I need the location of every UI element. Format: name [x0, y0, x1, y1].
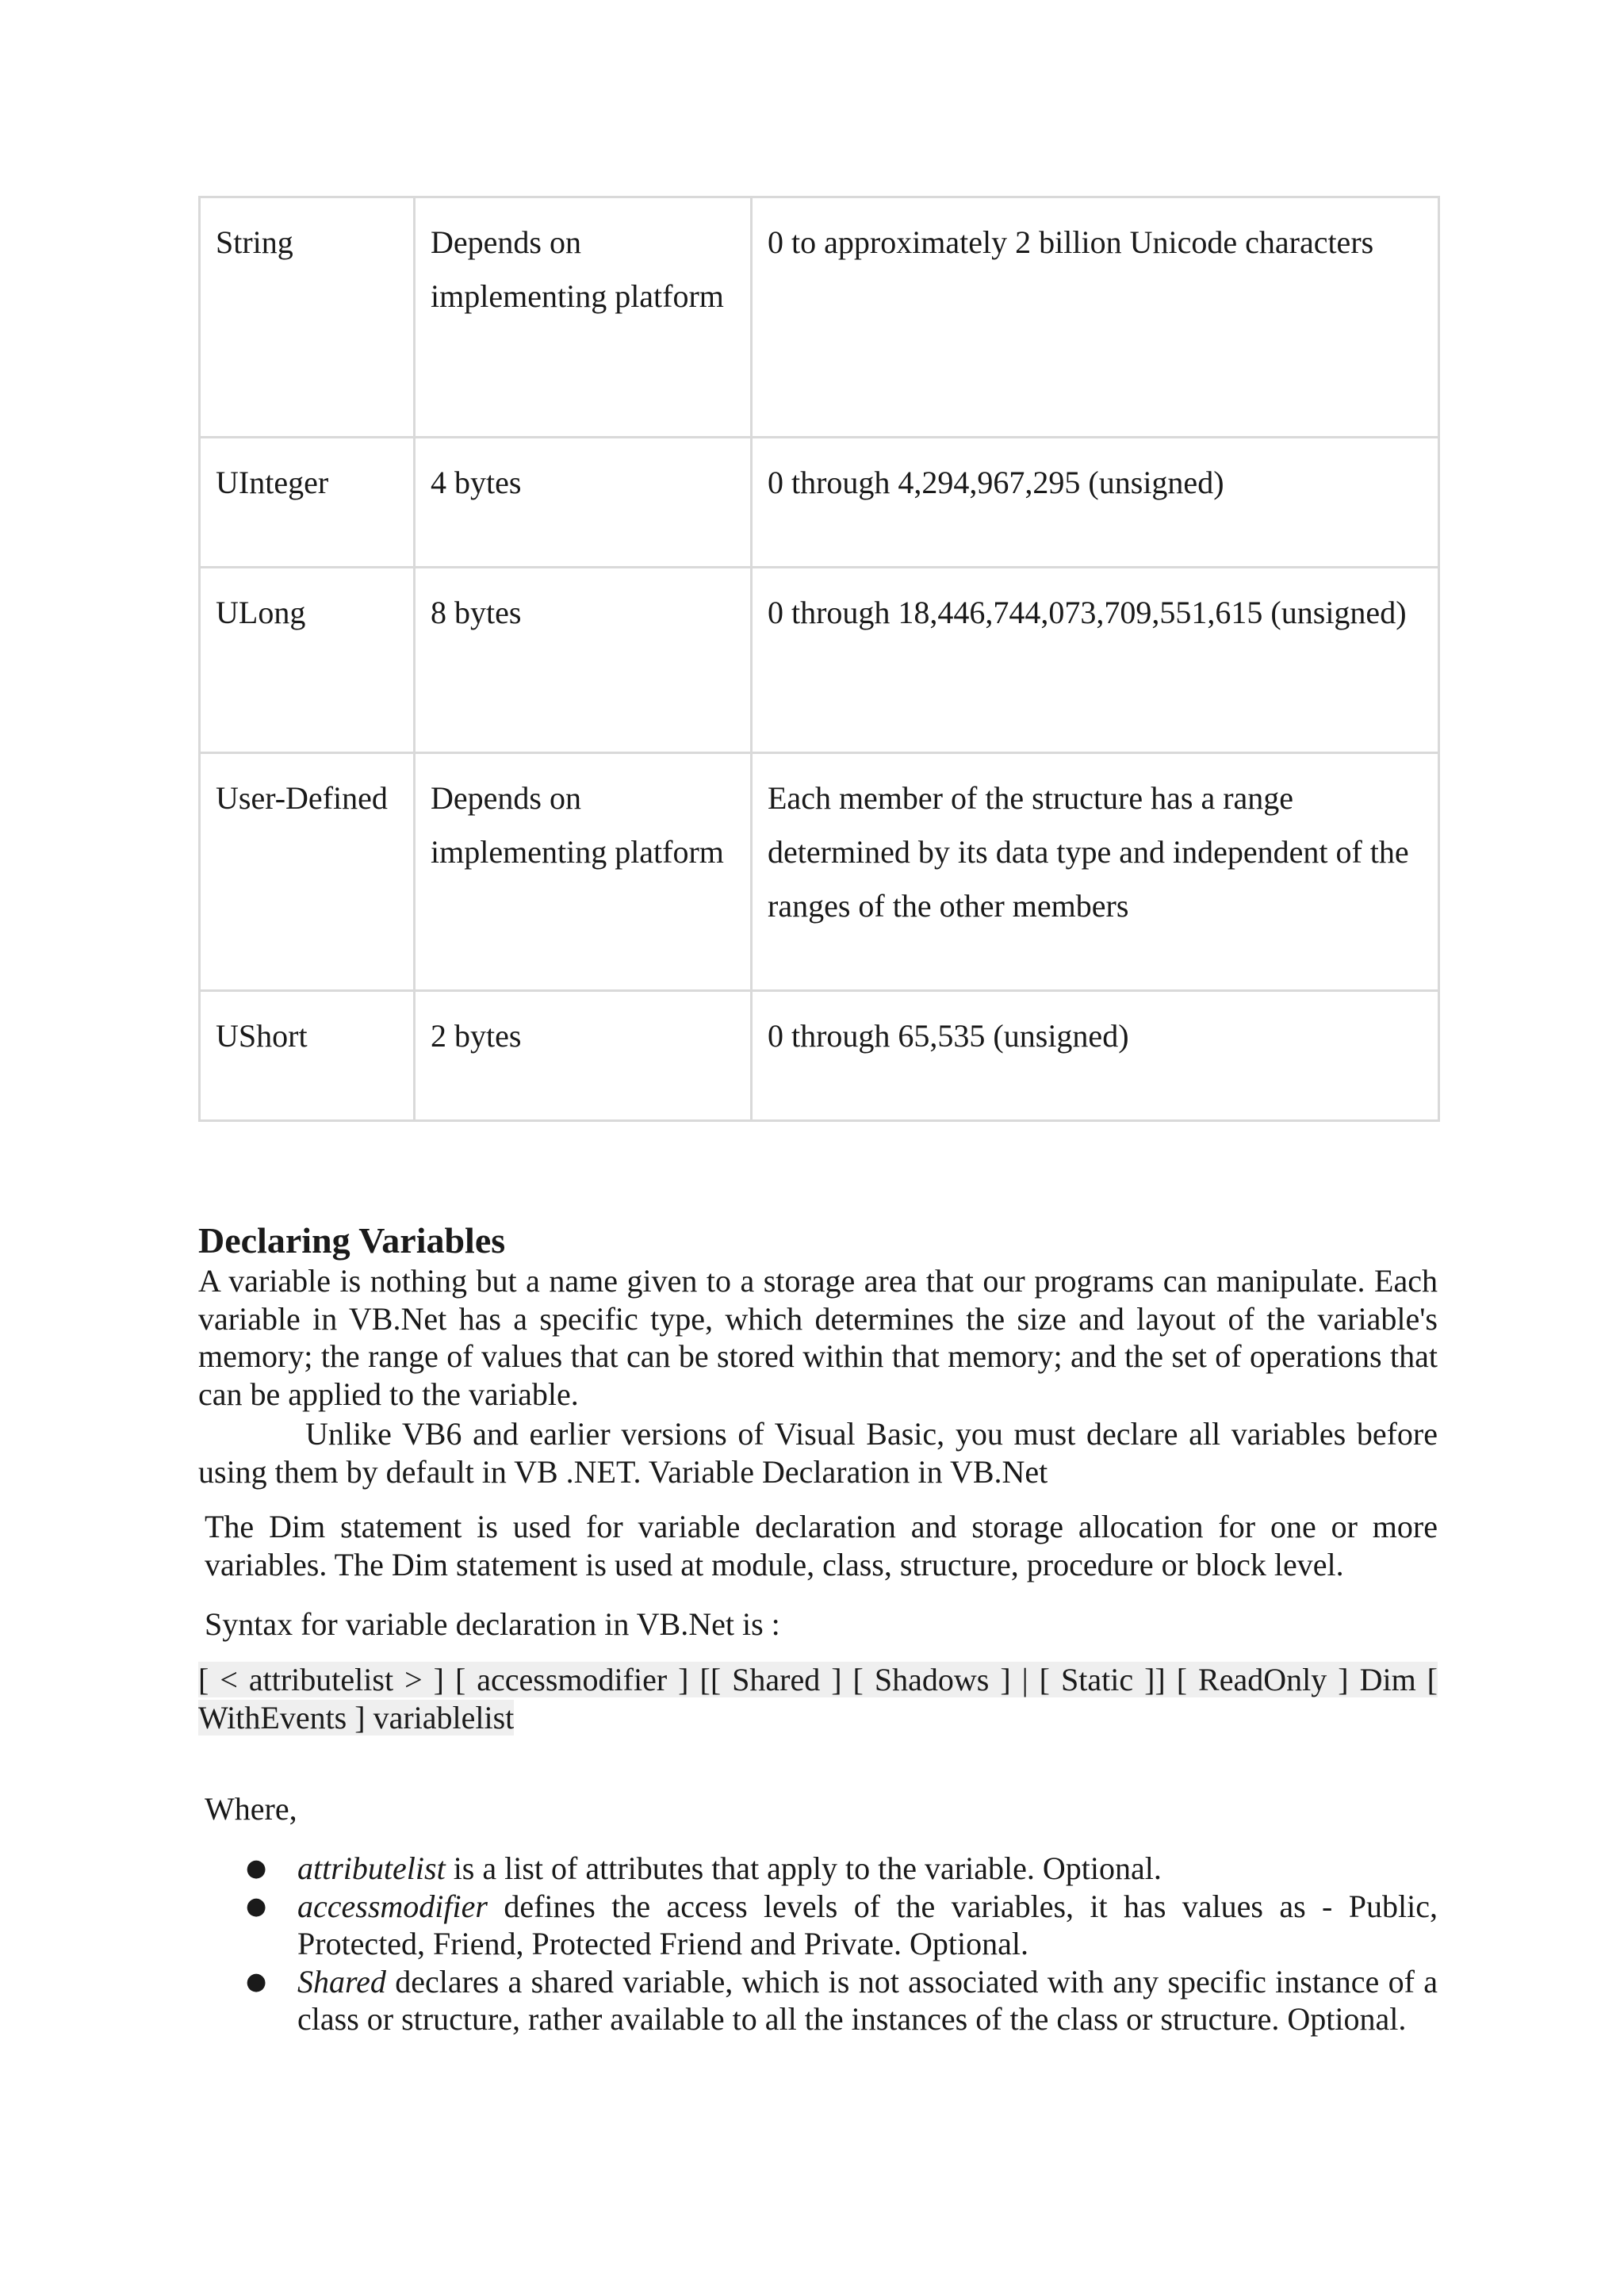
type-cell: User-Defined: [200, 753, 415, 991]
storage-cell: 4 bytes: [415, 438, 752, 568]
definition-list: [198, 1850, 1438, 2038]
bullet-icon: ●: [246, 1892, 267, 1920]
list-item: [198, 1888, 1438, 1963]
intro-paragraph: A variable is nothing but a name given to a storage area that our programs can manipulate. Each variable in VB.Net has a specific type, which determines the size and layout of the variable's memory; the range of values that can be stored within that memory; and the set of operations that can be applied to the variable.: [198, 1263, 1438, 1412]
dim-statement-paragraph: The Dim statement is used for variable declaration and storage allocation for one or more variables. The Dim statement is used at module, class, structure, procedure or block level.: [205, 1509, 1438, 1582]
bullet-icon: ●: [246, 1854, 267, 1882]
list-item: [198, 1850, 1438, 1888]
range-cell: 0 through 65,535 (unsigned): [752, 991, 1439, 1121]
storage-cell: 8 bytes: [415, 568, 752, 753]
table-row: [200, 753, 1439, 991]
term: attributelist: [297, 1850, 446, 1886]
syntax-code-block: [198, 1661, 1438, 1737]
bullet-icon: ●: [246, 1967, 267, 1996]
storage-cell: Depends on implementing platform: [415, 197, 752, 438]
term: accessmodifier: [297, 1888, 488, 1924]
term: Shared: [297, 1963, 386, 1999]
list-item: [198, 1963, 1438, 2038]
type-cell: ULong: [200, 568, 415, 753]
type-cell: String: [200, 197, 415, 438]
type-cell: UInteger: [200, 438, 415, 568]
term-description: is a list of attributes that apply to the variable. Optional.: [445, 1850, 1162, 1886]
range-cell: Each member of the structure has a range determined by its data type and independent of the ranges of the other members: [752, 753, 1439, 991]
table-row: [200, 197, 1439, 438]
storage-cell: 2 bytes: [415, 991, 752, 1121]
table-row: [200, 438, 1439, 568]
data-types-table: [198, 196, 1440, 1122]
term-description: declares a shared variable, which is not associated with any specific instance of a class or structure, rather available to all the instances of the class or structure. Optional.: [297, 1963, 1438, 2037]
where-label: Where,: [205, 1791, 297, 1827]
syntax-code: [ < attributelist > ] [ accessmodifier ] [[ Shared ] [ Shadows ] | [ Static ]] [ ReadOnly ] Dim [ WithEvents ] variablelist: [198, 1662, 1438, 1735]
section-heading: Declaring Variables: [198, 1220, 506, 1261]
term-description: defines the access levels of the variables, it has values as - Public, Protected, Friend, Protected Friend and Private. Optional.: [297, 1888, 1438, 1961]
declaration-paragraph: Unlike VB6 and earlier versions of Visual Basic, you must declare all variables before using them by default in VB .NET. Variable Declaration in VB.Net: [198, 1416, 1438, 1490]
range-cell: 0 to approximately 2 billion Unicode characters: [752, 197, 1439, 438]
range-cell: 0 through 18,446,744,073,709,551,615 (unsigned): [752, 568, 1439, 753]
syntax-label: Syntax for variable declaration in VB.Net is :: [205, 1606, 780, 1642]
table-row: [200, 991, 1439, 1121]
table-row: [200, 568, 1439, 753]
type-cell: UShort: [200, 991, 415, 1121]
storage-cell: Depends on implementing platform: [415, 753, 752, 991]
range-cell: 0 through 4,294,967,295 (unsigned): [752, 438, 1439, 568]
